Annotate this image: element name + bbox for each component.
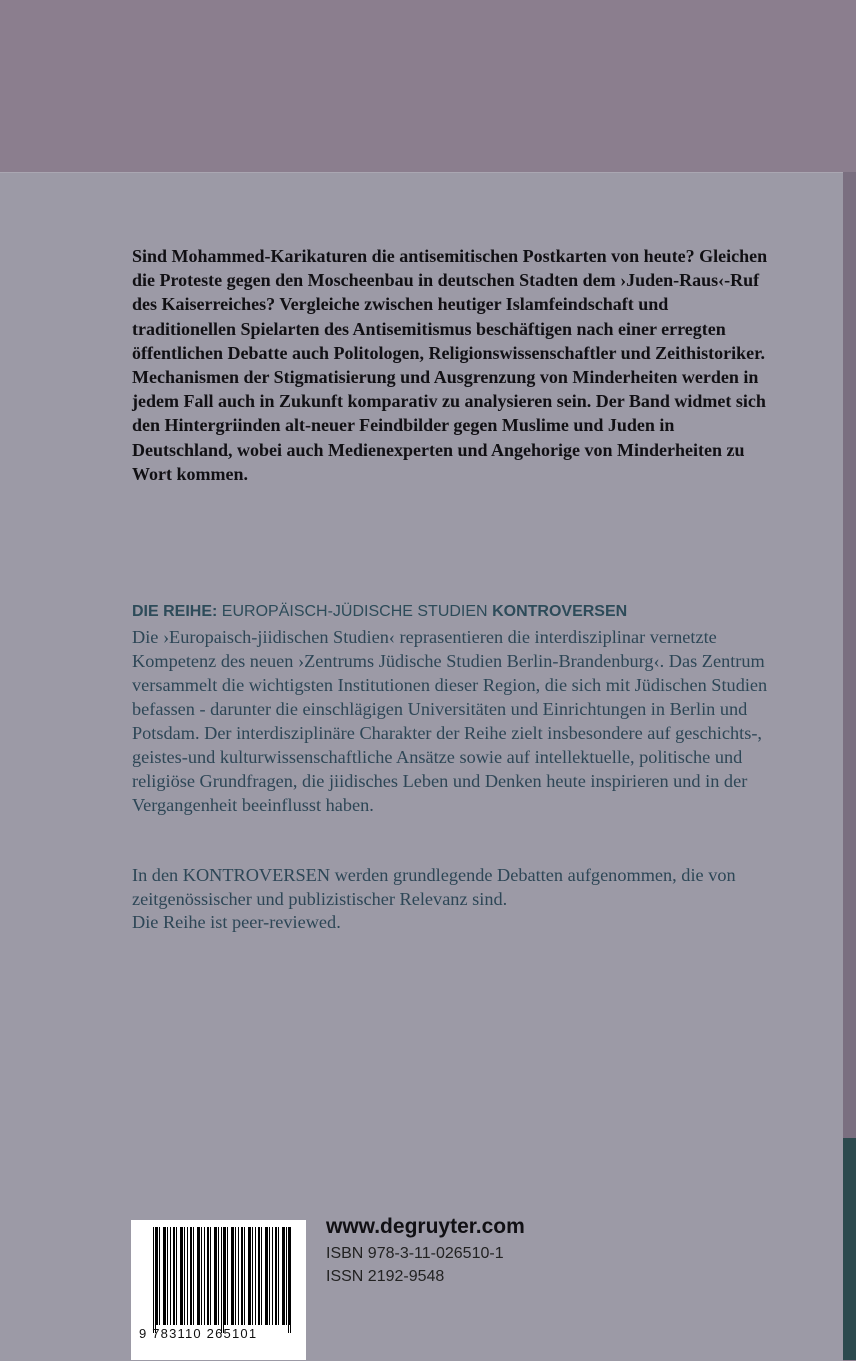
issn-number: ISSN 2192-9548 <box>326 1268 445 1285</box>
barcode-digits: 9 783110 265101 <box>139 1326 258 1341</box>
kontroversen-text <box>132 864 772 935</box>
barcode <box>131 1220 306 1360</box>
kontroversen-description: In den KONTROVERSEN werden grundlegende Debatten aufgenommen, die von zeitgenössischer und publizistischer Relevanz sind. <box>132 865 736 909</box>
isbn-number: ISBN 978-3-11-026510-1 <box>326 1245 504 1262</box>
cover-top-band <box>0 0 856 172</box>
series-description: Die ›Europaisch-jiidischen Studien‹ reprasentieren die interdisziplinar vernetzte Kompetenz des neuen ›Zentrums Jüdische Studien Berlin-Brandenburg‹. Das Zentrum versammelt die wichtigsten Institutionen dieser Region, die sich mit Jüdischen Studien befassen - darunter die einschlägigen Universitäten und Einrichtungen in Berlin und Potsdam. Der interdisziplinäre Charakter der Reihe zielt insbesondere auf geschichts-, geistes-und kulturwissenschaftliche Ansätze sowie auf intellektuelle, politische und religiöse Grundfragen, die jiidisches Leben und Denken heute inspirieren und in der Vergangenheit beeinflusst haben. <box>132 627 768 815</box>
subseries-name: KONTROVERSEN <box>492 603 628 620</box>
barcode-guard-center-2 <box>223 1227 224 1333</box>
barcode-guard-left-2 <box>155 1227 156 1333</box>
series-heading <box>132 602 627 622</box>
barcode-guard-right-2 <box>290 1227 291 1333</box>
barcode-guard-center <box>221 1227 222 1333</box>
barcode-bars <box>153 1227 291 1325</box>
series-label: DIE REIHE: <box>132 603 218 620</box>
publisher-url[interactable]: www.degruyter.com <box>326 1215 525 1238</box>
barcode-guard-left <box>153 1227 154 1333</box>
series-name: EUROPÄISCH-JÜDISCHE STUDIEN <box>221 603 488 620</box>
peer-review-note: Die Reihe ist peer-reviewed. <box>132 912 341 932</box>
spine-teal-edge <box>843 1138 856 1360</box>
book-blurb: Sind Mohammed-Karikaturen die antisemitischen Postkarten von heute? Gleichen die Proteste gegen den Moscheenbau in deutschen Stadten dem ›Juden-Raus‹-Ruf des Kaiserreiches? Vergleiche zwischen heutiger Islamfeindschaft und traditionellen Spielarten des Antisemitismus beschäftigen nach einer erregten öffentlichen Debatte auch Politologen, Religionswissenschaftler und Zeithistoriker. Mechanismen der Stigmatisierung und Ausgrenzung von Minderheiten werden in jedem Fall auch in Zukunft komparativ zu analysieren sein. Der Band widmet sich den Hintergriinden alt-neuer Feindbilder gegen Muslime und Juden in Deutschland, wobei auch Medienexperten und Angehorige von Minderheiten zu Wort kommen. <box>132 246 768 484</box>
barcode-guard-right <box>288 1227 289 1333</box>
